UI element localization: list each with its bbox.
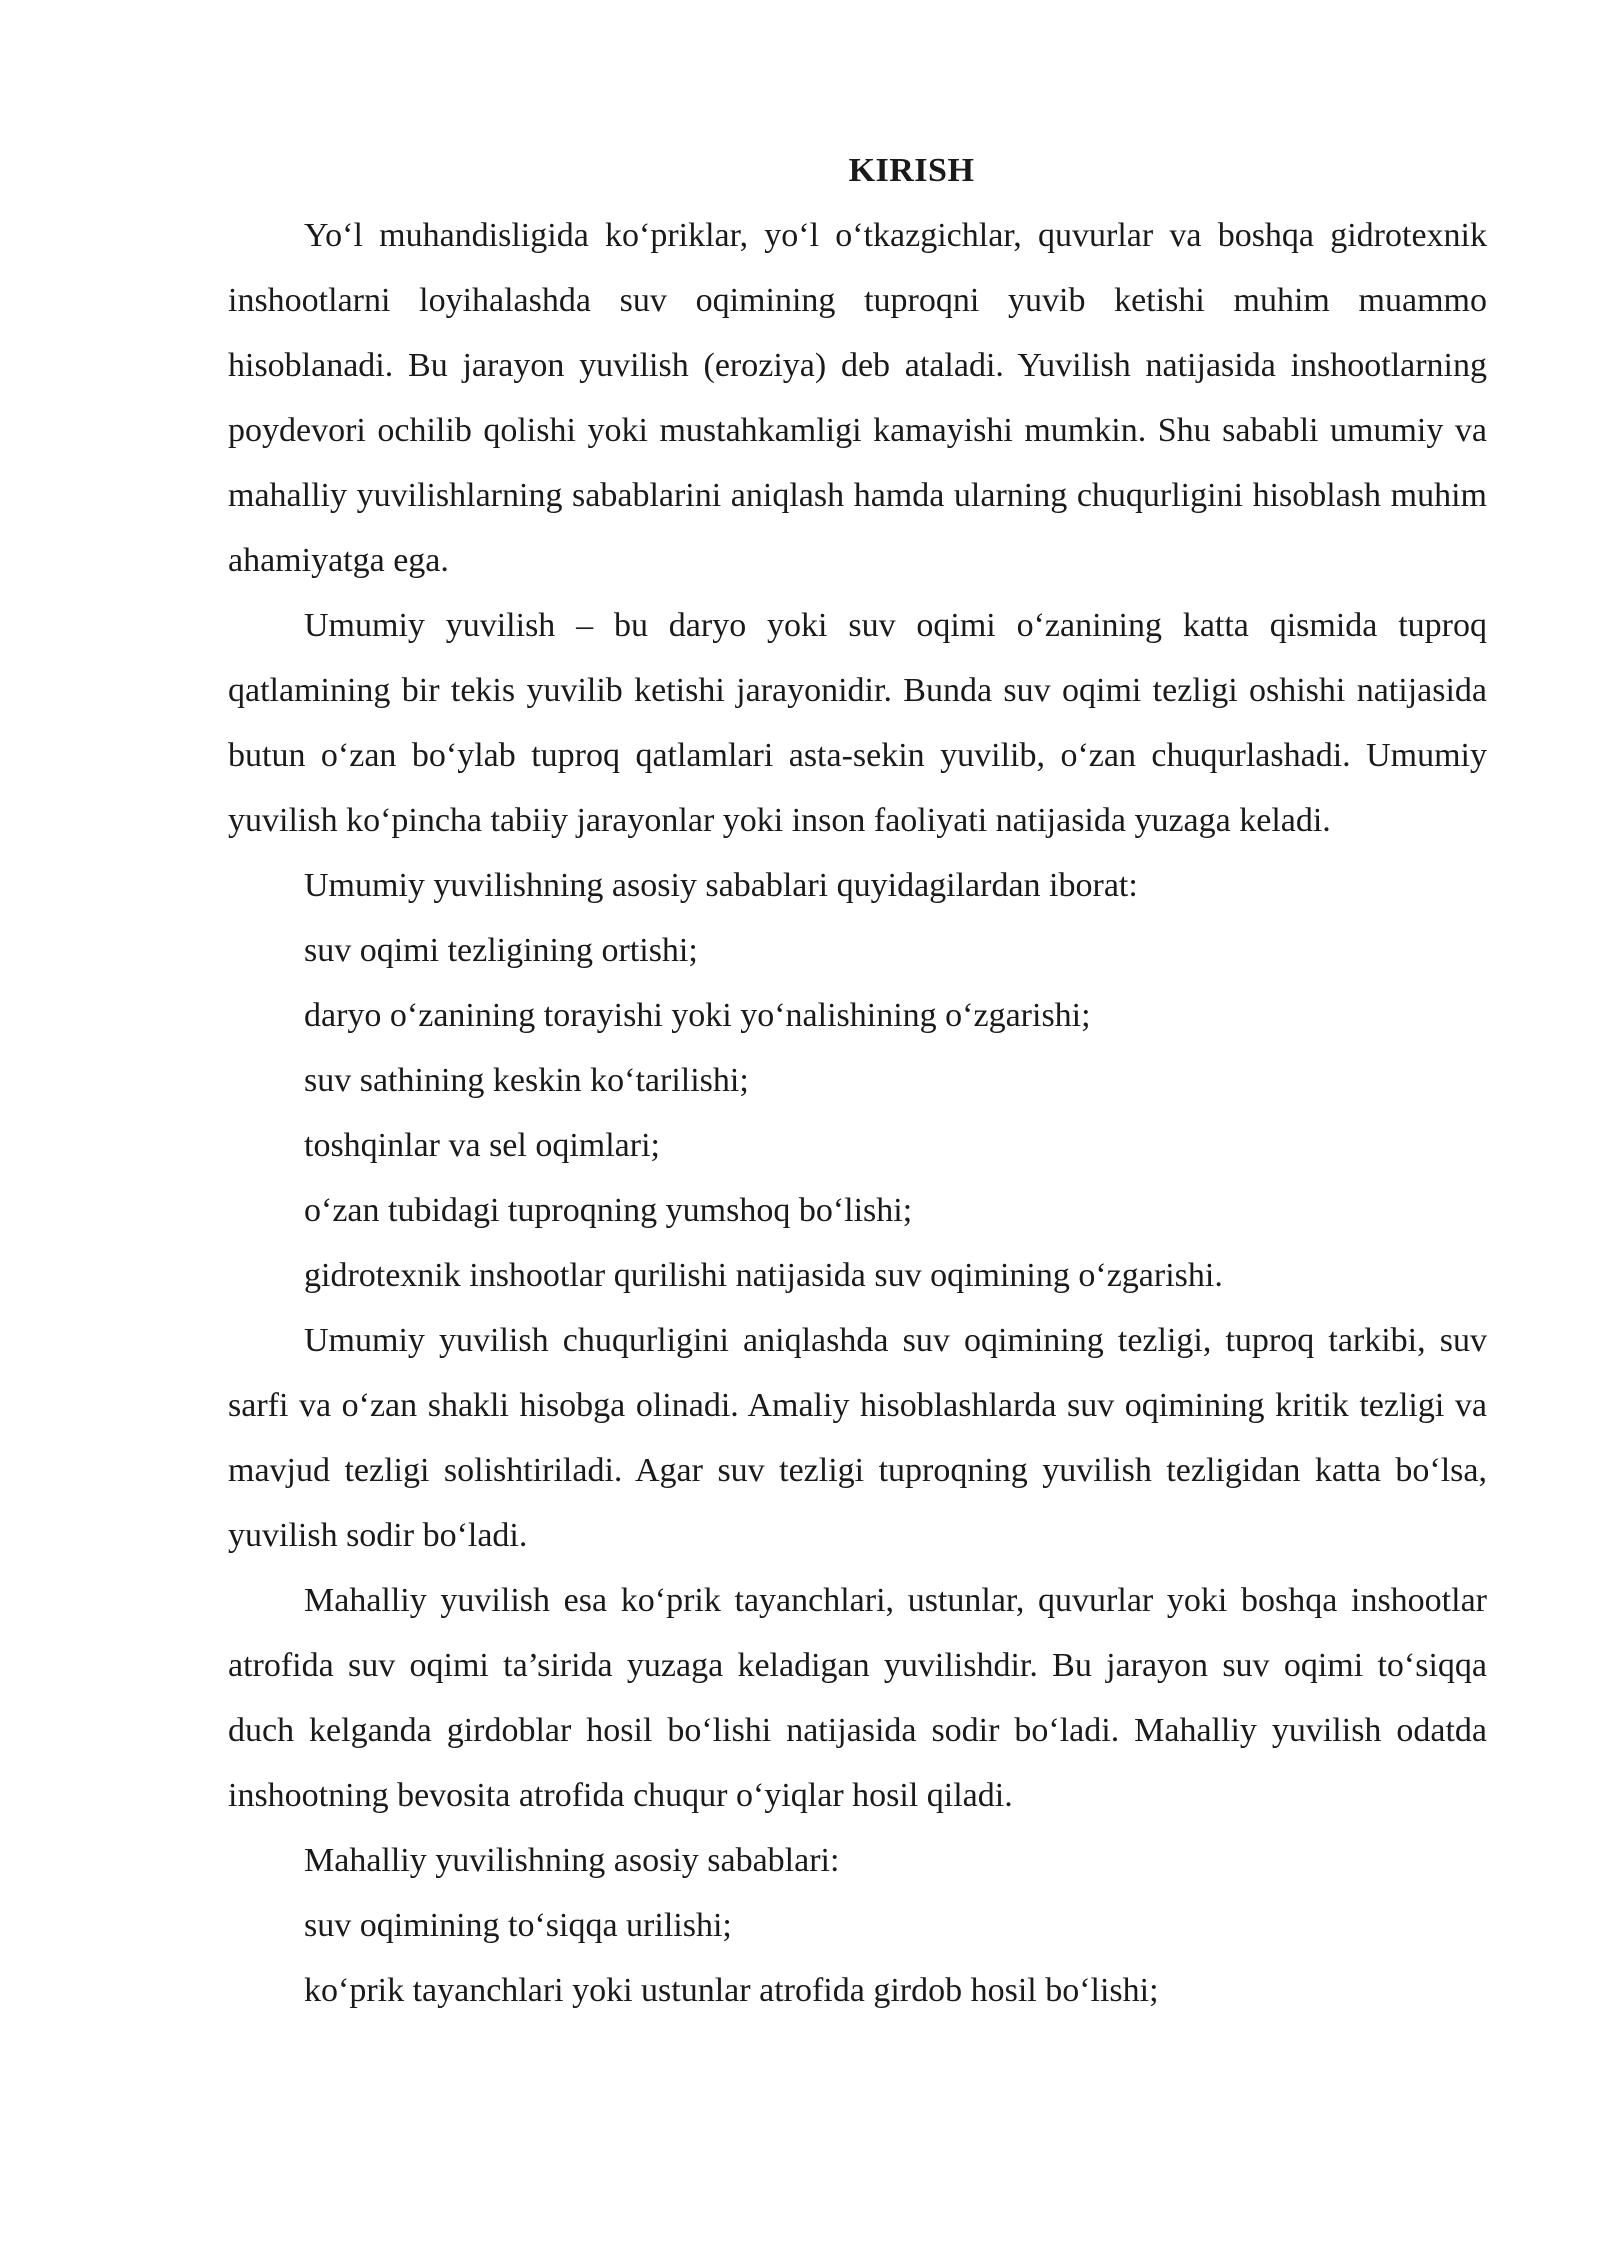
page-title: KIRISH bbox=[848, 152, 975, 189]
paragraph-local-scour-definition: Mahalliy yuvilish esa ko‘prik tayanchlari, ustunlar, quvurlar yoki boshqa inshootlar atrofida suv oqimi ta’sirida yuzaga keladigan yuvilishdir. Bu jarayon suv oqimi to‘siqqa duch kelganda girdoblar hosil bo‘lishi natijasida sodir bo‘ladi. Mahalliy yuvilish odatda inshootning bevosita atrofida chuqur o‘yiqlar hosil qiladi. bbox=[228, 1582, 1487, 1814]
list-item: ko‘prik tayanchlari yoki ustunlar atrofida girdob hosil bo‘lishi; bbox=[304, 1972, 1159, 2009]
list-item: gidrotexnik inshootlar qurilishi natijasida suv oqimining o‘zgarishi. bbox=[304, 1257, 1223, 1294]
paragraph-introduction: Yo‘l muhandisligida ko‘priklar, yo‘l o‘tkazgichlar, quvurlar va boshqa gidrotexnik inshootlarni loyihalashda suv oqimining tuproqni yuvib ketishi muhim muammo hisoblanadi. Bu jarayon yuvilish (eroziya) deb ataladi. Yuvilish natijasida inshootlarning poydevori ochilib qolishi yoki mustahkamligi kamayishi mumkin. Shu sababli umumiy va mahalliy yuvilishlarning sabablarini aniqlash hamda ularning chuqurligini hisoblash muhim ahamiyatga ega. bbox=[228, 217, 1487, 579]
list-item: daryo o‘zanining torayishi yoki yo‘nalishining o‘zgarishi; bbox=[304, 997, 1091, 1034]
list-item: suv sathining keskin ko‘tarilishi; bbox=[304, 1062, 749, 1099]
paragraph-general-scour-depth: Umumiy yuvilish chuqurligini aniqlashda suv oqimining tezligi, tuproq tarkibi, suv sarfi va o‘zan shakli hisobga olinadi. Amaliy hisoblashlarda suv oqimining kritik tezligi va mavjud tezligi solishtiriladi. Agar suv tezligi tuproqning yuvilish tezligidan katta bo‘lsa, yuvilish sodir bo‘ladi. bbox=[228, 1322, 1487, 1554]
list-item: o‘zan tubidagi tuproqning yumshoq bo‘lishi; bbox=[304, 1192, 913, 1229]
general-causes-list bbox=[228, 918, 1487, 1308]
paragraph-general-causes-intro: Umumiy yuvilishning asosiy sabablari quyidagilardan iborat: bbox=[304, 867, 1138, 904]
list-item: suv oqimining to‘siqqa urilishi; bbox=[304, 1907, 732, 1944]
local-causes-list bbox=[228, 1893, 1487, 2023]
paragraph-local-causes-intro: Mahalliy yuvilishning asosiy sabablari: bbox=[304, 1842, 840, 1879]
paragraph-general-scour-definition: Umumiy yuvilish – bu daryo yoki suv oqimi o‘zanining katta qismida tuproq qatlamining bir tekis yuvilib ketishi jarayonidir. Bunda suv oqimi tezligi oshishi natijasida butun o‘zan bo‘ylab tuproq qatlamlari asta-sekin yuvilib, o‘zan chuqurlashadi. Umumiy yuvilish ko‘pincha tabiiy jarayonlar yoki inson faoliyati natijasida yuzaga keladi. bbox=[228, 607, 1487, 839]
list-item: suv oqimi tezligining ortishi; bbox=[304, 932, 698, 969]
list-item: toshqinlar va sel oqimlari; bbox=[304, 1127, 660, 1164]
